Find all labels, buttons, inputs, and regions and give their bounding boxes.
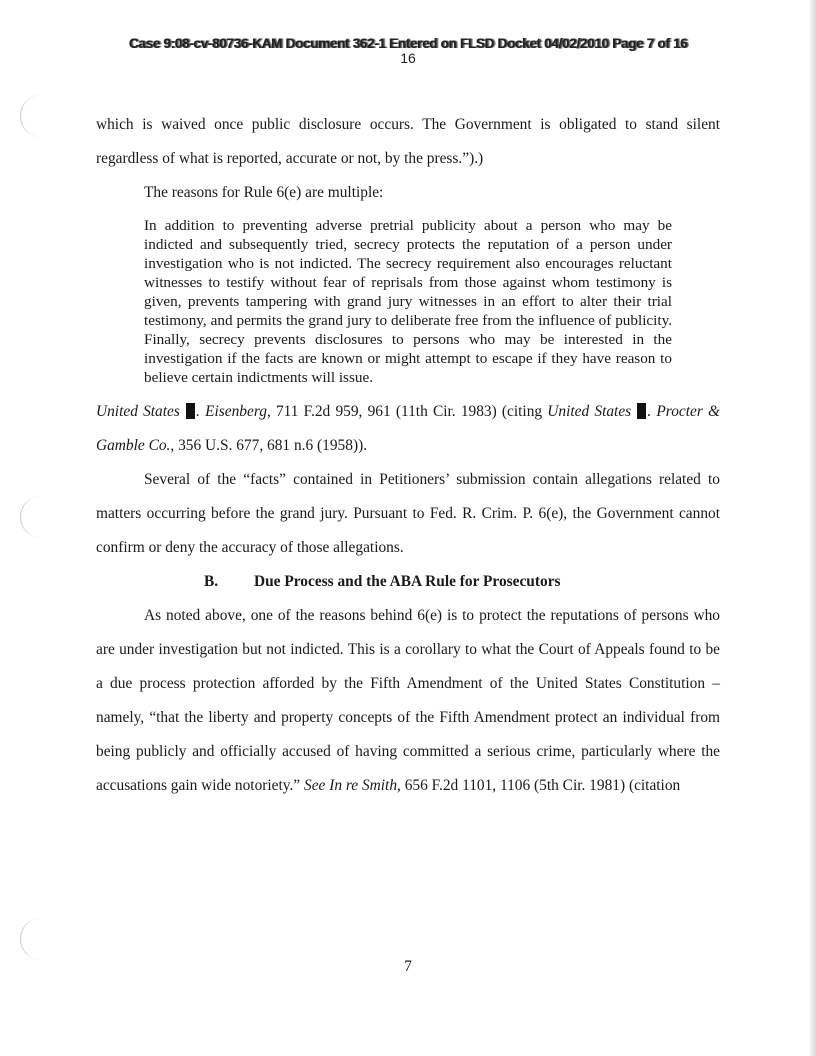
- block-quote: In addition to preventing adverse pretrial publicity about a person who may be indicted and subsequently tried, secrecy protects the reputation of a person under investigation who is not indicted. The secrecy requirement also encourages reluctant witnesses to testify without fear of reprisals from those against whom testimony is given, prevents tampering with grand jury witnesses in an effort to alter their trial testimony, and permits the grand jury to deliberate free from the influence of publicity. Finally, secrecy prevents disclosures to persons who may be interested in the investigation if the facts are known or might attempt to escape if they have reason to believe certain indictments will issue.: [144, 217, 672, 386]
- redaction-mark: [637, 403, 646, 419]
- citation-case-name: United States: [547, 403, 632, 420]
- citation-case-name: . Procter & Gamble Co.: [96, 403, 721, 454]
- citation-case-name: See In re Smith: [304, 777, 398, 794]
- ecf-header: [0, 36, 816, 66]
- citation-reporter: , 656 F.2d 1101, 1106 (5th Cir. 1981) (citation: [397, 777, 681, 794]
- paragraph-rule-reasons: The reasons for Rule 6(e) are multiple:: [144, 184, 384, 201]
- redaction-mark: [186, 403, 195, 419]
- binder-hole-mark: [20, 918, 41, 960]
- binder-hole-mark: [20, 496, 41, 538]
- paragraph-text: As noted above, one of the reasons behind 6(e) is to protect the reputations of persons who are under investigation but not indicted. This is a corollary to what the Court of Appeals found to be a due process protection afforded by the Fifth Amendment of the United States Constitution – namely, “that the liberty and property concepts of the Fifth Amendment protect an individual from being publicly and officially accused of having committed a serious crime, particularly where the accusations gain wide notoriety.”: [96, 607, 720, 794]
- header-page-ref: 16: [400, 50, 416, 66]
- paragraph-due-process: [96, 599, 720, 803]
- case-header-line: Case 9:08-cv-80736-KAM Document 362-1 Entered on FLSD Docket 04/02/2010 Page 7 of 16: [128, 36, 688, 51]
- page-number: 7: [404, 958, 412, 975]
- document-body: [96, 108, 720, 803]
- paragraph-facts: Several of the “facts” contained in Petitioners’ submission contain allegations related to matters occurring before the grand jury. Pursuant to Fed. R. Crim. P. 6(e), the Government cannot confirm or deny the accuracy of those allegations.: [96, 471, 720, 556]
- citation-case-name: United States: [96, 403, 180, 420]
- section-letter: B.: [204, 573, 219, 590]
- page-edge-shadow: [810, 0, 816, 1056]
- citation-reporter: , 711 F.2d 959, 961 (11th Cir. 1983) (citing: [266, 403, 548, 420]
- binder-hole-mark: [20, 95, 41, 137]
- paragraph-continuation: which is waived once public disclosure occurs. The Government is obligated to stand silent regardless of what is reported, accurate or not, by the press.”).): [96, 116, 720, 167]
- section-title: Due Process and the ABA Rule for Prosecutors: [254, 573, 561, 590]
- citation-case-name: . Eisenberg: [196, 403, 267, 420]
- citation-reporter: , 356 U.S. 677, 681 n.6 (1958)).: [170, 437, 368, 454]
- case-citation: [96, 395, 720, 463]
- section-heading: [96, 565, 720, 599]
